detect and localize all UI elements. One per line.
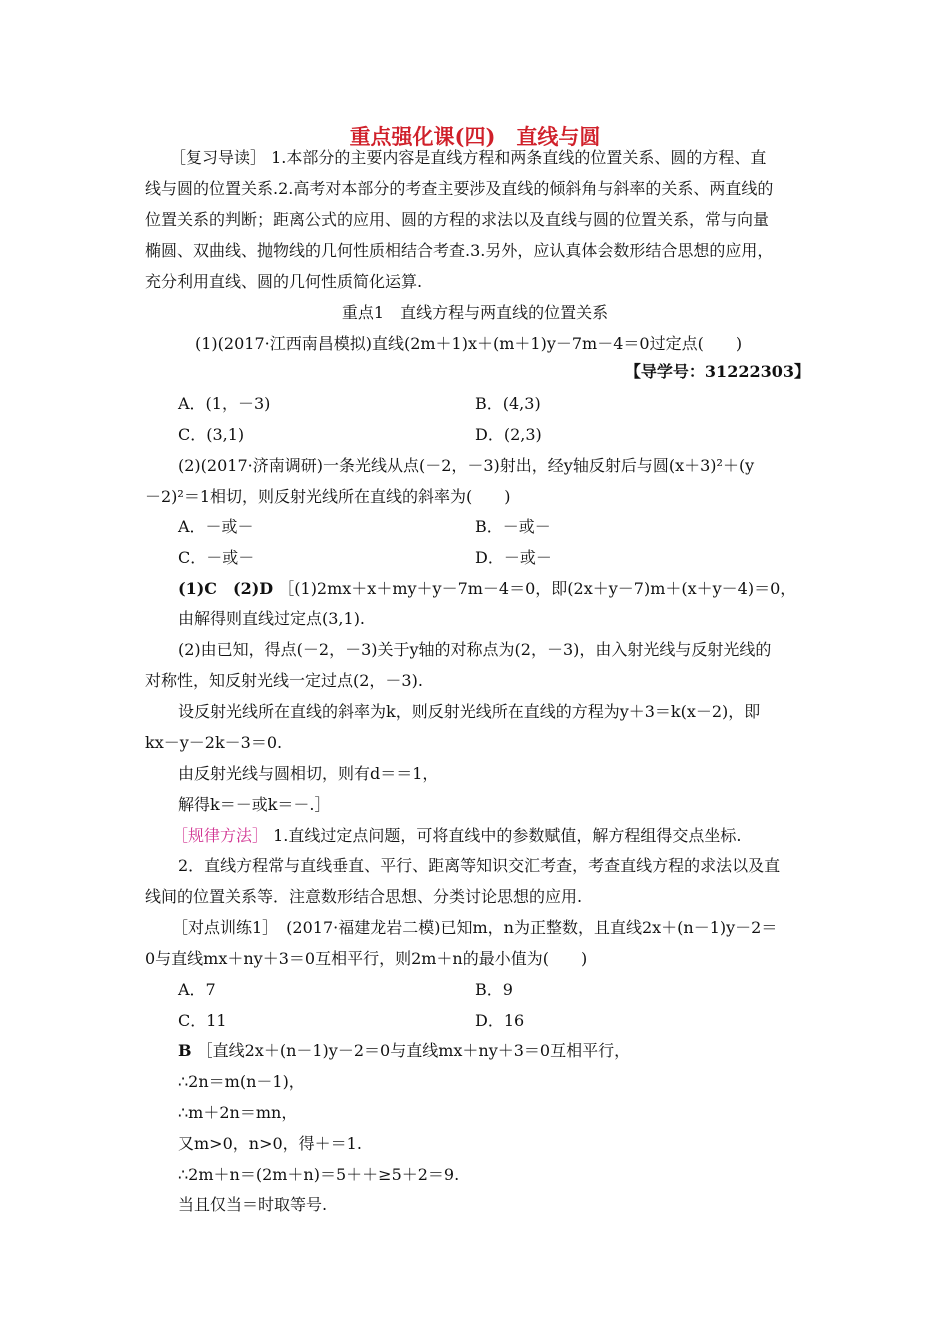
method-line-2: 2．直线方程常与直线垂直、平行、距离等知识交汇考查，考查直线方程的求法以及直: [178, 856, 781, 875]
answer-line-7: 由反射光线与圆相切，则有d＝＝1，: [178, 764, 439, 783]
answer-line-4: 对称性，知反射光线一定过点(2，－3).: [145, 671, 423, 690]
training-line-2: 0与直线mx＋ny＋3＝0互相平行，则2m＋n的最小值为( ): [145, 949, 588, 968]
section-heading: 重点1 直线方程与两直线的位置关系: [341, 303, 609, 322]
method-line-3: 线间的位置关系等．注意数形结合思想、分类讨论思想的应用.: [145, 887, 583, 906]
training-answer-line-5: ∴2m＋n＝(2m＋n)＝5＋＋≥5＋2＝9.: [178, 1165, 460, 1184]
training-answer-line-6: 当且仅当＝时取等号.: [178, 1195, 328, 1214]
q2-option-a: A．－或－: [178, 517, 254, 536]
question-1-text: (1)(2017·江西南昌模拟)直线(2m＋1)x＋(m＋1)y－7m－4＝0过定点( ): [195, 334, 743, 353]
q1-option-b: B．(4,3): [475, 394, 541, 413]
intro-line-3: 位置关系的判断；距离公式的应用、圆的方程的求法以及直线与圆的位置关系，常与向量: [145, 210, 770, 229]
training-answer-line-3: ∴m＋2n＝mn，: [178, 1103, 298, 1122]
training-line-1: ［对点训练1］ (2017·福建龙岩二模)已知m，n为正整数，且直线2x＋(n－1)y－2＝: [172, 918, 778, 937]
training-option-d: D．16: [475, 1011, 525, 1030]
answer-line-2: 由解得则直线过定点(3,1).: [178, 609, 366, 628]
q1-option-d: D．(2,3): [475, 425, 542, 444]
method-line-1-rest: 1.直线过定点问题，可将直线中的参数赋值，解方程组得交点坐标.: [273, 826, 742, 845]
training-answer-key: B: [178, 1041, 192, 1060]
question-2-line-2: －2)²＝1相切，则反射光线所在直线的斜率为( ): [145, 487, 511, 506]
method-label: ［规律方法］: [172, 826, 269, 845]
q1-option-c: C．(3,1): [178, 425, 245, 444]
answer-line-6: kx－y－2k－3＝0.: [145, 733, 283, 752]
training-answer-line-2: ∴2n＝m(n－1)，: [178, 1072, 305, 1091]
q2-option-b: B．－或－: [475, 517, 551, 536]
intro-line-2: 线与圆的位置关系.2.高考对本部分的考查主要涉及直线的倾斜角与斜率的关系、两直线的: [145, 179, 774, 198]
answer-key: (1)C (2)D: [178, 579, 274, 598]
training-option-a: A．7: [178, 980, 216, 999]
training-answer-line-4: 又m>0，n>0，得＋＝1.: [178, 1134, 362, 1153]
training-option-b: B．9: [475, 980, 513, 999]
answer-line-8: 解得k＝－或k＝－.］: [178, 795, 331, 814]
training-option-c: C．11: [178, 1011, 227, 1030]
q1-option-a: A．(1，－3): [178, 394, 271, 413]
training-answer-line-1: [178, 1041, 630, 1061]
method-line-1: [172, 826, 741, 846]
intro-line-1: ［复习导读］ 1.本部分的主要内容是直线方程和两条直线的位置关系、圆的方程、直: [170, 148, 767, 167]
training-answer-line-1-rest: ［直线2x＋(n－1)y－2＝0与直线mx＋ny＋3＝0互相平行，: [196, 1041, 631, 1060]
page-title: 重点强化课(四) 直线与圆: [349, 124, 601, 149]
answer-line-1: [178, 579, 796, 599]
intro-line-4: 椭圆、双曲线、抛物线的几何性质相结合考查.3.另外，应认真体会数形结合思想的应用，: [145, 241, 774, 260]
guide-code: 【导学号：31222303】: [624, 362, 810, 381]
q2-option-d: D．－或－: [475, 548, 552, 567]
q2-option-c: C．－或－: [178, 548, 255, 567]
answer-line-1-rest: ［(1)2mx＋x＋my＋y－7m－4＝0，即(2x＋y－7)m＋(x＋y－4)＝0，: [278, 579, 797, 598]
intro-line-5: 充分利用直线、圆的几何性质简化运算.: [145, 272, 423, 291]
answer-line-3: (2)由已知，得点(－2，－3)关于y轴的对称点为(2，－3)，由入射光线与反射光线的: [178, 640, 772, 659]
answer-line-5: 设反射光线所在直线的斜率为k，则反射光线所在直线的方程为y＋3＝k(x－2)，即: [178, 702, 761, 721]
question-2-line-1: (2)(2017·济南调研)一条光线从点(－2，－3)射出，经y轴反射后与圆(x＋3)²＋(y: [178, 456, 755, 475]
